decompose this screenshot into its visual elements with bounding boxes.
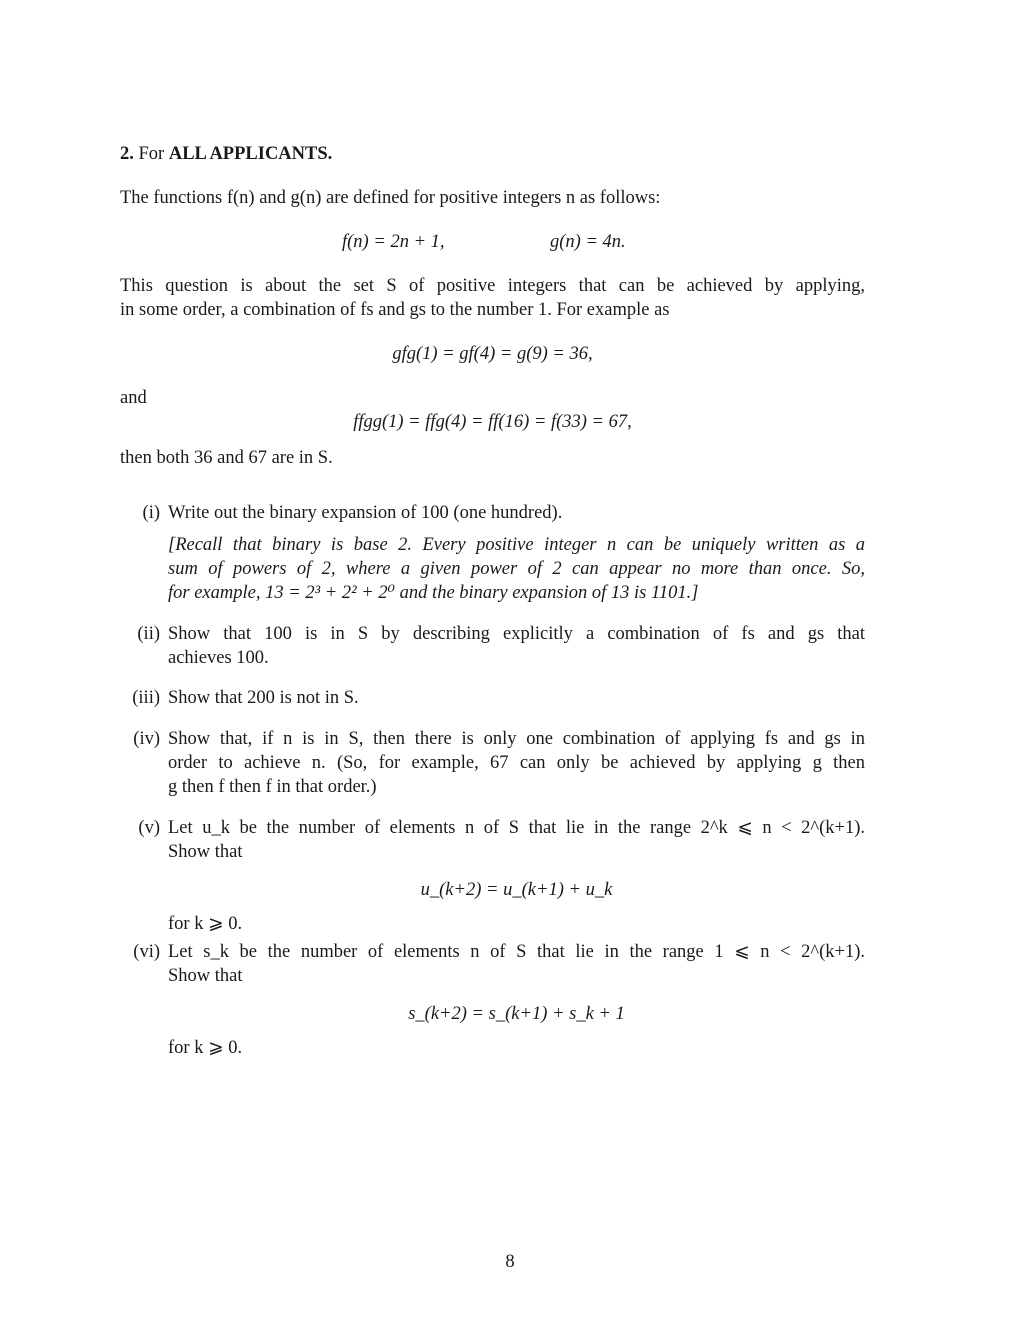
set-description-line-1: This question is about the set S of positive integers that can be achieved by applying, [120, 276, 865, 296]
u-recurrence-equation: u_(k+2) = u_(k+1) + u_k [420, 880, 613, 900]
part-label: (vi) [133, 942, 160, 962]
part-iv-line-1: Show that, if n is in S, then there is only one combination of applying fs and gs in [168, 729, 865, 749]
part-iv-line-3: g then f then f in that order.) [168, 777, 377, 797]
part-iv-line-2: order to achieve n. (So, for example, 67 can only be achieved by applying g then [168, 753, 865, 773]
part-body [168, 686, 865, 710]
page-number: 8 [505, 1252, 515, 1272]
part-ii-line-2: achieves 100. [168, 648, 269, 668]
example-equation-1: gfg(1) = gf(4) = g(9) = 36, [392, 344, 593, 364]
part-body [168, 501, 865, 605]
binary-recall-note [168, 533, 865, 605]
heading-for: For [138, 144, 165, 164]
part-v-tail: for k ⩾ 0. [168, 914, 243, 934]
part-label: (iii) [132, 688, 160, 708]
note-line-2: sum of powers of 2, where a given power of 2 can appear no more than once. So, [168, 559, 865, 579]
part-v-line-1: Let u_k be the number of elements n of S that lie in the range 2^k ⩽ n < 2^(k+1). [168, 818, 865, 838]
part-ii-line-1: Show that 100 is in S by describing explicitly a combination of fs and gs that [168, 624, 865, 644]
part-label: (iv) [133, 729, 160, 749]
set-description [120, 274, 865, 322]
s-recurrence-equation: s_(k+2) = s_(k+1) + s_k + 1 [408, 1004, 625, 1024]
exam-page [120, 0, 865, 1320]
part-label: (i) [142, 503, 160, 523]
conclusion-sentence: then both 36 and 67 are in S. [120, 448, 333, 468]
part-label: (ii) [137, 624, 160, 644]
part-body [168, 940, 865, 1060]
part-v-line-2: Show that [168, 842, 243, 862]
intro-paragraph: The functions f(n) and g(n) are defined for positive integers n as follows: [120, 188, 661, 208]
question-heading [120, 142, 332, 166]
part-vi-tail: for k ⩾ 0. [168, 1038, 243, 1058]
part-body [168, 816, 865, 936]
part-body [168, 622, 865, 670]
part-iii-text: Show that 200 is not in S. [168, 688, 359, 708]
example-equation-2: ffgg(1) = ffg(4) = ff(16) = f(33) = 67, [353, 412, 632, 432]
part-vi-line-2: Show that [168, 966, 243, 986]
g-definition: g(n) = 4n. [550, 232, 626, 252]
note-line-1: [Recall that binary is base 2. Every positive integer n can be uniquely written as a [168, 535, 865, 555]
and-word: and [120, 388, 147, 408]
question-number: 2. [120, 144, 134, 164]
question-audience: ALL APPLICANTS. [168, 144, 333, 164]
note-line-3: for example, 13 = 2³ + 2² + 2⁰ and the binary expansion of 13 is 1101.] [168, 583, 699, 603]
part-label: (v) [138, 818, 160, 838]
part-i-text: Write out the binary expansion of 100 (one hundred). [168, 503, 563, 523]
part-body [168, 727, 865, 799]
set-description-line-2: in some order, a combination of fs and gs to the number 1. For example as [120, 300, 670, 320]
f-definition: f(n) = 2n + 1, [342, 232, 445, 252]
part-vi-line-1: Let s_k be the number of elements n of S that lie in the range 1 ⩽ n < 2^(k+1). [168, 942, 865, 962]
